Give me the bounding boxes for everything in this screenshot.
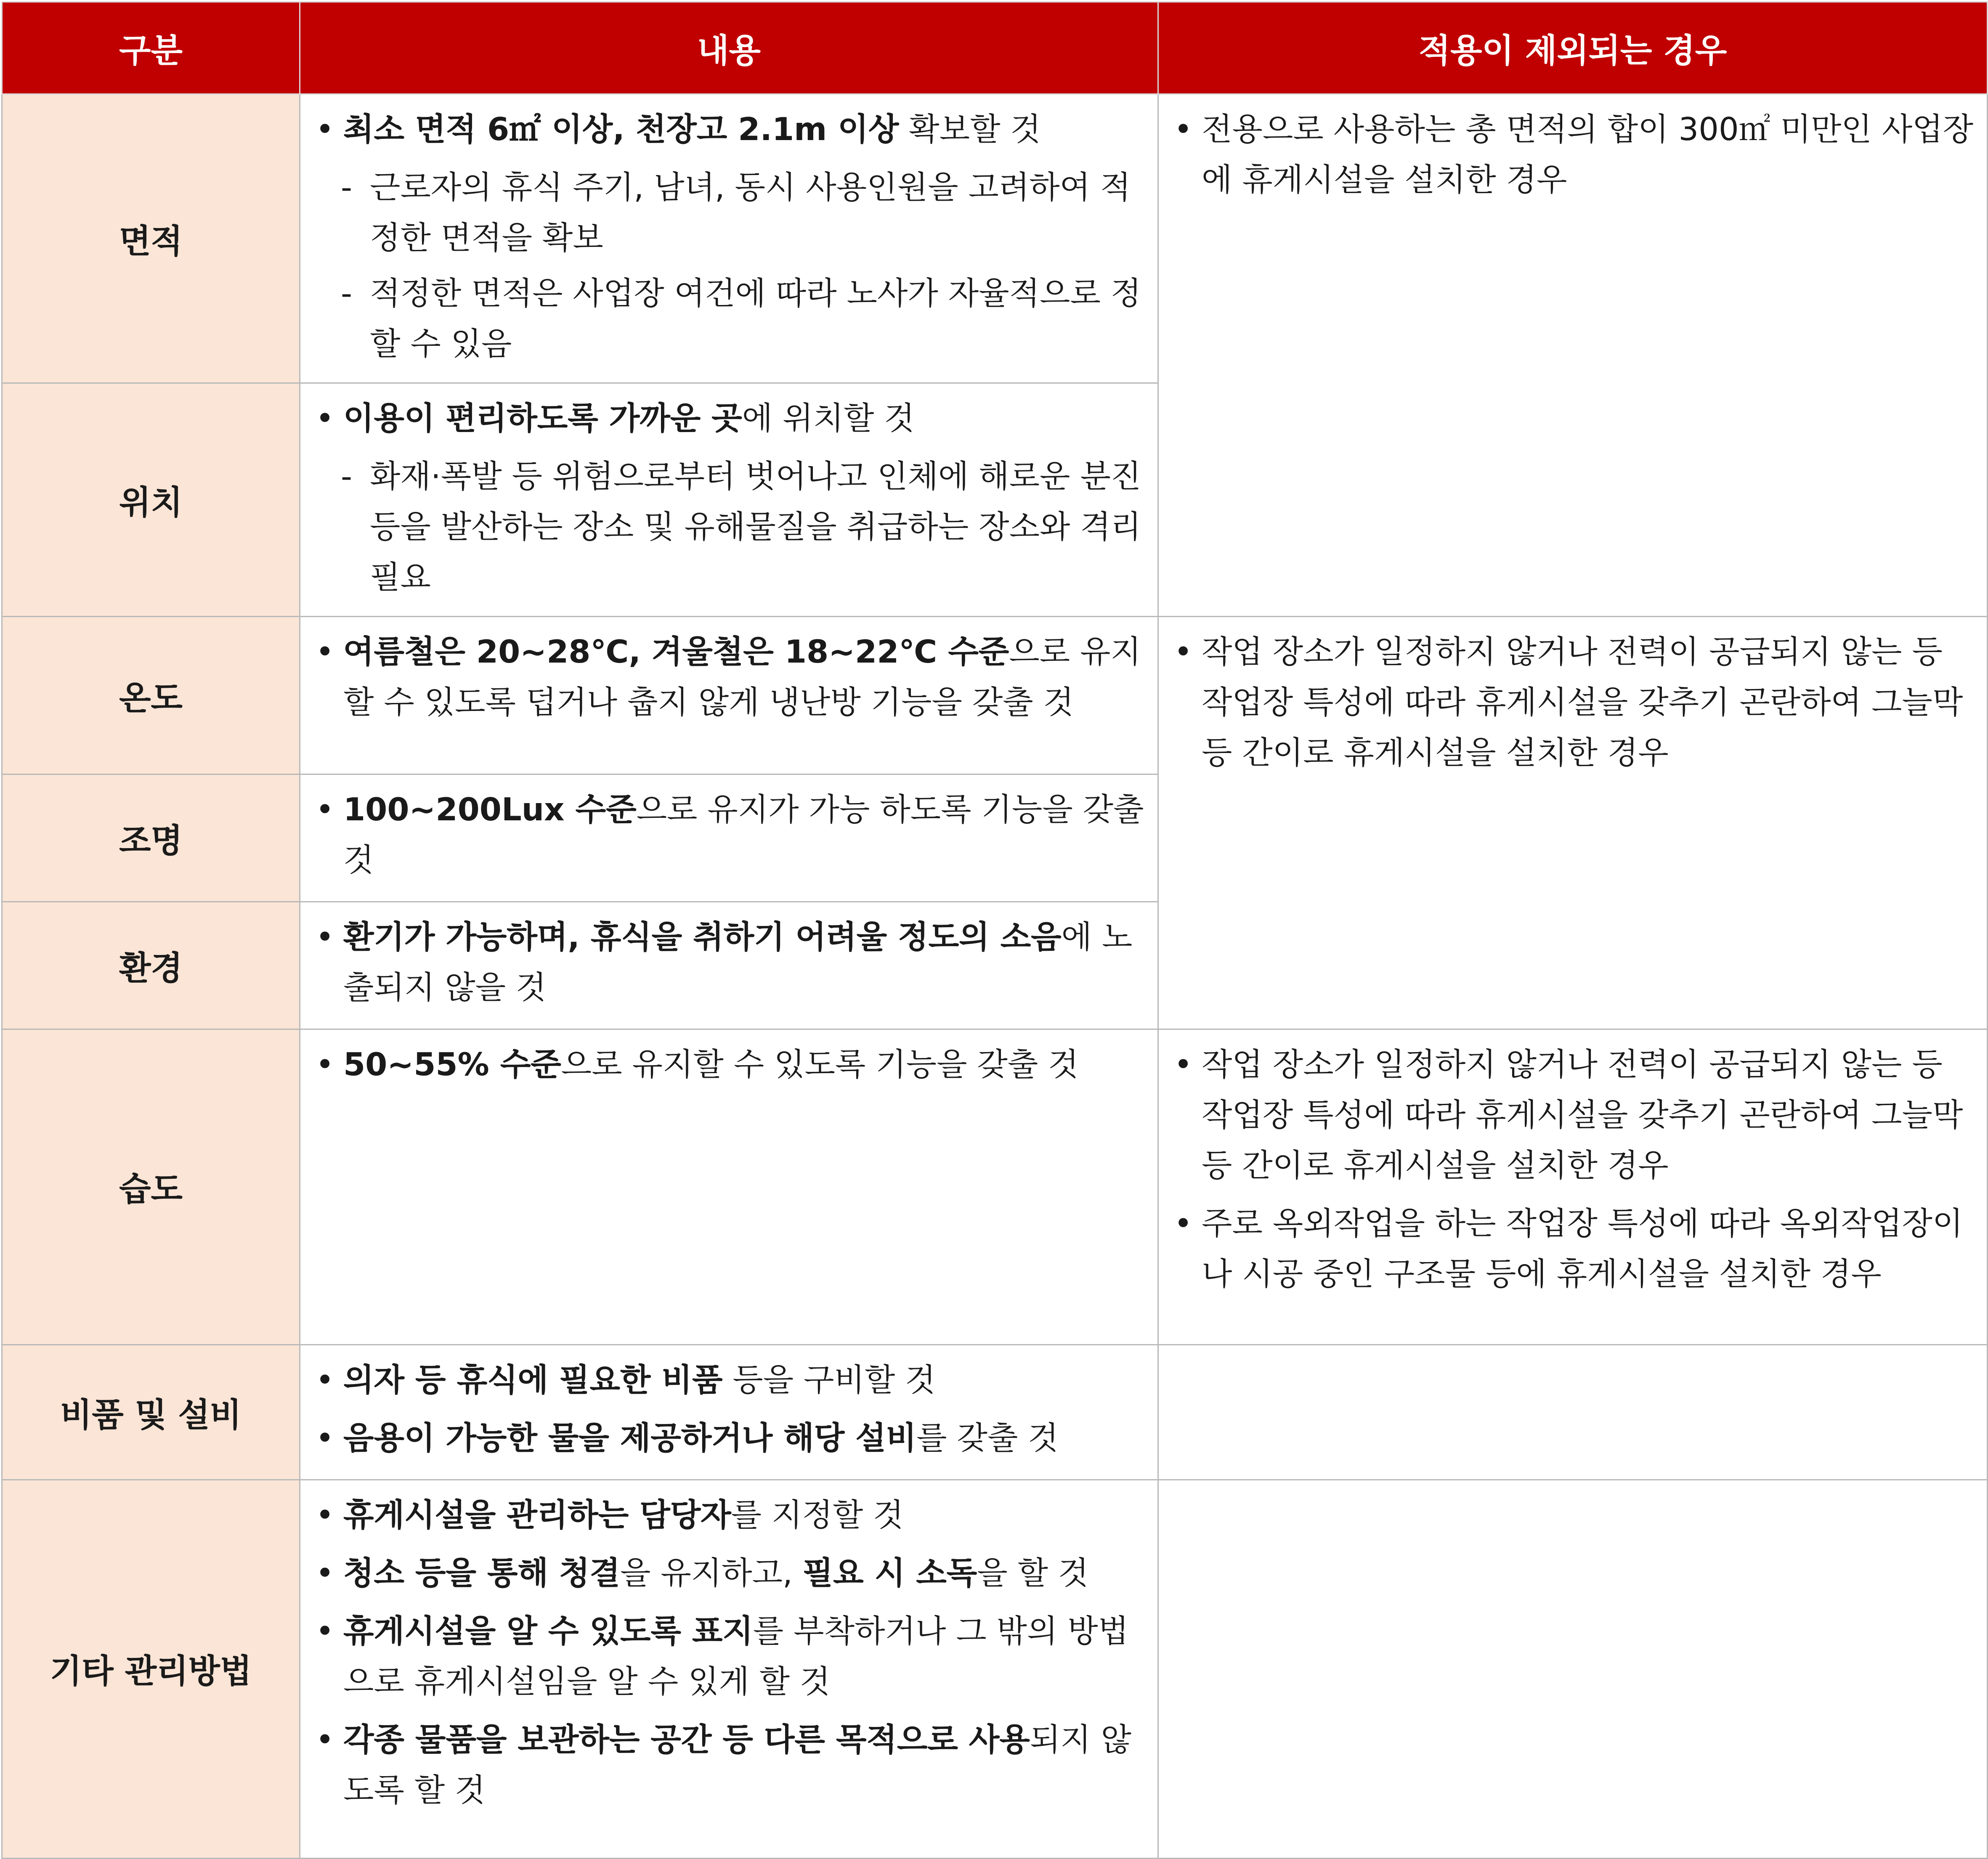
table-row-temperature [2, 617, 1988, 774]
bullet-bold-text: 환기가 가능하며, 휴식을 취하기 어려울 정도의 소음 [343, 919, 1062, 955]
bullet-bold-text: 각종 물품을 보관하는 공간 등 다른 목적으로 사용 [343, 1721, 1030, 1758]
category-environment: 환경 [2, 902, 300, 1029]
list-item: • 작업 장소가 일정하지 않거나 전력이 공급되지 않는 등 작업장 특성에 따라 휴게시설을 갖추기 곤란하여 그늘막 등 간이로 휴게시설을 설치한 경우 [1171, 627, 1974, 779]
category-lighting: 조명 [2, 774, 300, 902]
list-item [313, 1040, 1145, 1090]
bullet-text: 으로 유지가 가능 하도록 기능을 갖출 것 [343, 791, 1144, 878]
bullet-bold-text: 여름철은 20~28℃, 겨울철은 18~22℃ 수준 [343, 634, 1009, 670]
list-item [313, 1413, 1145, 1464]
bullet-bold-text: 최소 면적 6㎡ 이상, 천장고 2.1m 이상 [343, 111, 899, 148]
category-equipment: 비품 및 설비 [2, 1345, 300, 1480]
exclusion-temp-light-env [1158, 617, 1988, 1029]
header-category: 구분 [2, 2, 300, 94]
content-temperature [300, 617, 1158, 774]
list-item [313, 105, 1145, 155]
header-row [2, 2, 1988, 94]
exclusion-area-location [1158, 94, 1988, 617]
list-item [313, 1607, 1145, 1708]
bullet-text: 를 갖출 것 [916, 1420, 1059, 1456]
bullet-bold-text: 청소 등을 통해 청결 [343, 1555, 620, 1591]
list-item: • 작업 장소가 일정하지 않거나 전력이 공급되지 않는 등 작업장 특성에 따라 휴게시설을 갖추기 곤란하여 그늘막 등 간이로 휴게시설을 설치한 경우 [1171, 1040, 1974, 1191]
content-location [300, 383, 1158, 617]
exclusion-humidity [1158, 1029, 1988, 1345]
bullet-text: 에 위치할 것 [742, 400, 915, 437]
bullet-bold-text: 음용이 가능한 물을 제공하거나 해당 설비 [343, 1420, 917, 1456]
content-management [300, 1480, 1158, 1859]
category-humidity: 습도 [2, 1029, 300, 1345]
category-location: 위치 [2, 383, 300, 617]
bullet-bold-text: 필요 시 소독 [802, 1555, 977, 1591]
bullet-bold-text: 100~200Lux 수준 [343, 791, 637, 828]
content-humidity [300, 1029, 1158, 1345]
bullet-text: 으로 유지할 수 있도록 덥거나 춥지 않게 냉난방 기능을 갖출 것 [343, 634, 1141, 721]
table-row-management [2, 1480, 1988, 1859]
header-content: 내용 [300, 2, 1158, 94]
list-item [313, 627, 1145, 728]
list-item [313, 912, 1145, 1013]
table-row-area [2, 94, 1988, 383]
bullet-bold-text: 의자 등 휴식에 필요한 비품 [343, 1362, 723, 1398]
bullet-bold-text: 50~55% 수준 [343, 1046, 561, 1083]
bullet-text: 을 유지하고, [620, 1555, 803, 1591]
bullet-text: 확보할 것 [899, 111, 1041, 148]
list-item: • 주로 옥외작업을 하는 작업장 특성에 따라 옥외작업장이나 시공 중인 구조물 등에 휴게시설을 설치한 경우 [1171, 1199, 1974, 1300]
sub-item: - 적정한 면적은 사업장 여건에 따라 노사가 자율적으로 정할 수 있음 [313, 269, 1145, 370]
table-row-equipment [2, 1345, 1988, 1480]
category-temperature: 온도 [2, 617, 300, 774]
sub-item: - 근로자의 휴식 주기, 남녀, 동시 사용인원을 고려하여 적정한 면적을 확보 [313, 163, 1145, 264]
bullet-text: 에 노출되지 않을 것 [343, 919, 1133, 1006]
sub-item: - 화재·폭발 등 위험으로부터 벗어나고 인체에 해로운 분진 등을 발산하는 장소 및 유해물질을 취급하는 장소와 격리 필요 [313, 452, 1145, 603]
exclusion-equipment [1158, 1345, 1988, 1480]
list-item [313, 394, 1145, 444]
list-item: • 전용으로 사용하는 총 면적의 합이 300㎡ 미만인 사업장에 휴게시설을 설치한 경우 [1171, 105, 1974, 206]
category-management: 기타 관리방법 [2, 1480, 300, 1859]
header-exclusion: 적용이 제외되는 경우 [1158, 2, 1988, 94]
bullet-bold-text: 휴게시설을 관리하는 담당자 [343, 1497, 731, 1533]
bullet-bold-text: 이용이 편리하도록 가까운 곳 [343, 400, 742, 437]
content-environment [300, 902, 1158, 1029]
list-item [313, 1355, 1145, 1406]
content-area [300, 94, 1158, 383]
bullet-text: 되지 않도록 할 것 [343, 1721, 1132, 1809]
bullet-text: 를 지정할 것 [731, 1497, 904, 1533]
content-equipment [300, 1345, 1158, 1480]
list-item [313, 1490, 1145, 1541]
bullet-text: 을 할 것 [977, 1555, 1089, 1591]
exclusion-management [1158, 1480, 1988, 1859]
rest-facility-table [1, 1, 1988, 1859]
bullet-text: 를 부착하거나 그 밖의 방법으로 휴게시설임을 알 수 있게 할 것 [343, 1613, 1129, 1700]
content-lighting [300, 774, 1158, 902]
list-item [313, 1549, 1145, 1599]
category-area: 면적 [2, 94, 300, 383]
list-item [313, 785, 1145, 886]
bullet-text: 으로 유지할 수 있도록 기능을 갖출 것 [561, 1046, 1079, 1083]
bullet-text: 등을 구비할 것 [722, 1362, 936, 1398]
bullet-bold-text: 휴게시설을 알 수 있도록 표지 [343, 1613, 753, 1649]
list-item [313, 1715, 1145, 1816]
table-row-humidity [2, 1029, 1988, 1345]
